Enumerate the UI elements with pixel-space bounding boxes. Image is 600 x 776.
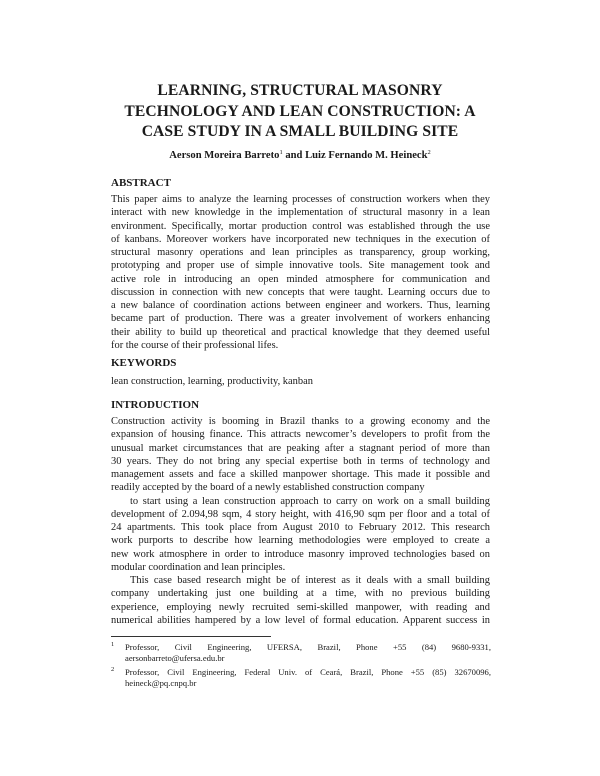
text-line: of kanbans. Moreover workers have incorporated new techniques in the execution of [111, 233, 490, 245]
keywords-text: lean construction, learning, productivity, kanban [111, 376, 313, 387]
text-line: to start using a lean construction approach to carry on work on a small building [130, 495, 490, 507]
text-line: Construction activity is booming in Brazil thanks to a growing economy and the [111, 416, 490, 427]
author-conjunction: and [282, 150, 306, 161]
title-line: LEARNING, STRUCTURAL MASONRY [157, 82, 443, 99]
abstract-paragraph [111, 193, 490, 352]
text-line: became part of production. There was a greater involvement of workers enhancing [111, 313, 490, 325]
text-line: This case based research might be of interest as it deals with a small building [130, 575, 490, 587]
footnote-divider [111, 636, 271, 637]
footnote-ref: 1 [279, 149, 283, 156]
text-line: work purports to describe how learning methodologies were employed to create a [111, 535, 490, 547]
text-line: active role in introducing an open minded atmosphere for communication and [111, 273, 490, 285]
text-line: experience, employing newly recruited semi-skilled manpower, with reading and [111, 601, 490, 613]
text-line: modular coordination and lean principles. [111, 561, 286, 573]
text-line: unusual market circumstances that are peaking after a stagnant period of more than [111, 442, 490, 454]
text-line: 24 apartments. This took place from August 2010 to February 2012. This research [111, 522, 490, 534]
text-line: management assets and face a skilled manpower shortage. This made it possible and [111, 469, 490, 481]
text-line: readily accepted by the board of a newly established construction company [111, 482, 425, 494]
text-line: prototyping and proper use of simple innovative tools. Site management took and [111, 260, 490, 272]
footnote-ref: 2 [427, 149, 431, 156]
text-line: structural masonry operations and lean principles as transparency, group working, [111, 247, 490, 259]
footnote-line: Professor, Civil Engineering, UFERSA, Brazil, Phone +55 (84) 9680-9331, [125, 642, 491, 652]
introduction-heading: INTRODUCTION [111, 399, 200, 411]
keywords-heading: KEYWORDS [111, 357, 177, 369]
author-line [100, 150, 500, 161]
text-line: discussion in connection with new concepts that were taught. Learning occurs due to [111, 286, 490, 298]
text-line: development of 2.094,98 sqm, 4 story height, with 416,90 sqm per floor and a total of [111, 508, 490, 520]
text-line: their ability to build up theoretical and practical knowledge that they deemed useful [111, 326, 490, 338]
author-name: Luiz Fernando M. Heineck [305, 150, 428, 161]
text-line: new work atmosphere in order to introduce masonry improved technologies based on [111, 548, 490, 560]
introduction-paragraph [111, 415, 490, 627]
title-line: CASE STUDY IN A SMALL BUILDING SITE [141, 123, 459, 140]
title-line: TECHNOLOGY AND LEAN CONSTRUCTION: A [124, 102, 476, 120]
text-line: for the course of their professional lifes. [111, 339, 279, 351]
footnote-line: Professor, Civil Engineering, Federal Univ. of Ceará, Brazil, Phone +55 (85) 32670096, [125, 667, 491, 677]
text-line: 30 years. They do not bring any special expertise both in terms of technology and [111, 455, 490, 467]
footnote-body [125, 642, 491, 664]
text-line: environment. Specifically, mortar production control was established through the use [111, 220, 490, 232]
footnote-body [125, 667, 491, 689]
footnote-email: aersonbarreto@ufersa.edu.br [125, 652, 225, 663]
footnote-email: heineck@pq.cnpq.br [125, 677, 197, 688]
footnote-mark: 2 [111, 666, 115, 673]
footnote-mark: 1 [111, 641, 115, 648]
text-line: This paper aims to analyze the learning processes of construction workers when they [111, 194, 490, 205]
abstract-heading: ABSTRACT [111, 177, 171, 189]
text-line: company undertaking just one building at a time, with no previous building [111, 588, 490, 600]
text-line: expansion of housing finance. This attracts newcomer’s developers to profit from the [111, 429, 490, 441]
text-line: a new balance of coordination actions between engineer and workers. Thus, learning [111, 300, 490, 312]
text-line: interact with new knowledge in the implementation of structural masonry in a lean [111, 207, 490, 219]
author-name: Aerson Moreira Barreto [169, 150, 280, 161]
text-line: numerical abilities hampered by a low level of formal education. Apparent success in [111, 614, 490, 626]
paper-title [100, 81, 500, 143]
